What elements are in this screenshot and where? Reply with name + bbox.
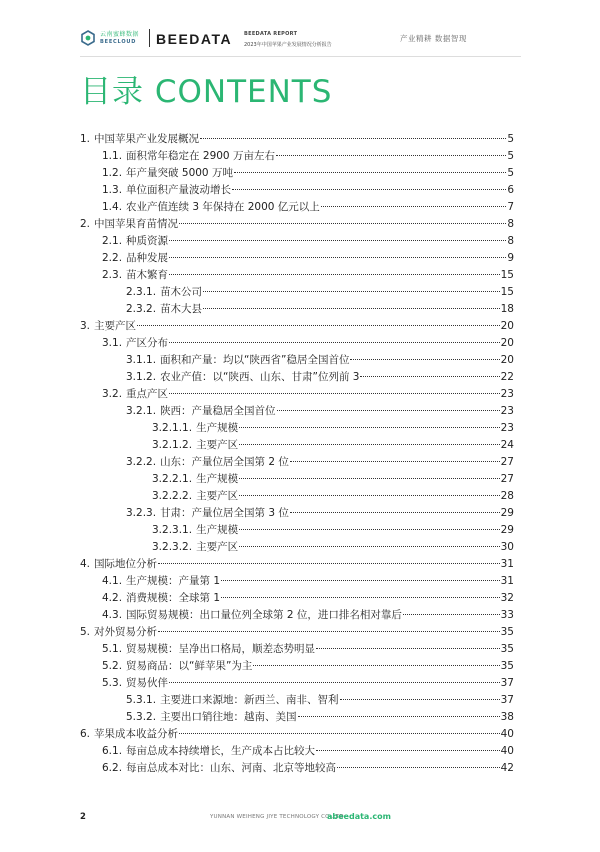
toc-entry-page: 35 <box>500 643 514 655</box>
toc-entry-title: 国际贸易规模：出口量位列全球第 2 位，进口排名相对靠后 <box>126 609 402 621</box>
toc-entry-page: 27 <box>500 473 514 485</box>
toc-entry-title: 主要产区 <box>196 490 239 502</box>
toc-entry-number: 2. <box>80 218 91 230</box>
toc-dot-leader <box>232 189 506 190</box>
footer-url[interactable]: abeedata.com <box>327 812 391 821</box>
toc-entry-page: 7 <box>507 201 514 213</box>
toc-entry-title: 山东：产量位居全国第 2 位 <box>160 456 289 468</box>
toc-entry-number: 6.2. <box>102 762 123 774</box>
toc-entry-number: 2.3.2. <box>126 303 157 315</box>
toc-dot-leader <box>337 767 500 768</box>
toc-dot-leader <box>169 393 500 394</box>
toc-entry-title: 中国苹果育苗情况 <box>94 218 179 230</box>
toc-entry[interactable] <box>80 573 514 590</box>
toc-entry-page: 23 <box>500 388 514 400</box>
toc-entry[interactable] <box>80 148 514 165</box>
toc-entry-page: 23 <box>500 405 514 417</box>
toc-entry-number: 3.2.3.2. <box>152 541 193 553</box>
toc-dot-leader <box>316 648 500 649</box>
toc-entry-page: 38 <box>500 711 514 723</box>
toc-entry-number: 3. <box>80 320 91 332</box>
toc-entry-page: 8 <box>507 218 514 230</box>
toc-entry-page: 22 <box>500 371 514 383</box>
toc-entry-page: 20 <box>500 320 514 332</box>
toc-entry-title: 陕西：产量稳居全国首位 <box>160 405 276 417</box>
toc-dot-leader <box>234 172 506 173</box>
toc-entry-number: 5.1. <box>102 643 123 655</box>
toc-entry-title: 苗木大县 <box>160 303 203 315</box>
toc-entry-number: 5. <box>80 626 91 638</box>
toc-entry[interactable] <box>80 335 514 352</box>
logo-cn-text: 云南蜜蜂数据 <box>100 30 140 38</box>
toc-entry-page: 37 <box>500 677 514 689</box>
toc-entry-title: 主要产区 <box>196 439 239 451</box>
toc-entry-number: 3.2.3.1. <box>152 524 193 536</box>
toc-dot-leader <box>298 716 500 717</box>
toc-entry-page: 28 <box>500 490 514 502</box>
report-label: BEEDATA REPORT <box>244 31 298 37</box>
toc-entry-title: 苹果成本收益分析 <box>94 728 179 740</box>
toc-entry-page: 15 <box>500 269 514 281</box>
toc-entry-page: 5 <box>507 150 514 162</box>
toc-entry[interactable] <box>80 165 514 182</box>
toc-entry-number: 1.1. <box>102 150 123 162</box>
toc-entry-number: 4. <box>80 558 91 570</box>
toc-entry-title: 生产规模 <box>196 473 239 485</box>
toc-dot-leader <box>239 495 500 496</box>
toc-dot-leader <box>276 155 506 156</box>
toc-entry-number: 3.2.2.1. <box>152 473 193 485</box>
toc-entry[interactable] <box>80 641 514 658</box>
toc-entry-page: 40 <box>500 728 514 740</box>
toc-entry-number: 4.2. <box>102 592 123 604</box>
toc-entry[interactable] <box>80 369 514 386</box>
toc-dot-leader <box>239 478 500 479</box>
toc-entry[interactable] <box>80 131 514 148</box>
toc-entry-number: 2.3.1. <box>126 286 157 298</box>
toc-dot-leader <box>321 206 507 207</box>
toc-entry-title: 农业产值连续 3 年保持在 2000 亿元以上 <box>126 201 320 213</box>
toc-dot-leader <box>239 427 500 428</box>
toc-entry-number: 1.4. <box>102 201 123 213</box>
toc-entry[interactable] <box>80 420 514 437</box>
toc-entry-title: 苗木公司 <box>160 286 203 298</box>
toc-dot-leader <box>200 138 506 139</box>
toc-entry-number: 5.3.2. <box>126 711 157 723</box>
toc-entry[interactable] <box>80 590 514 607</box>
toc-entry-number: 3.2.2. <box>126 456 157 468</box>
toc-entry[interactable] <box>80 250 514 267</box>
toc-entry-title: 贸易商品：以“鲜苹果”为主 <box>126 660 253 672</box>
logo-en-text: BEECLOUD <box>100 38 137 45</box>
toc-dot-leader <box>277 410 500 411</box>
toc-entry[interactable] <box>80 403 514 420</box>
toc-entry-number: 3.1.1. <box>126 354 157 366</box>
toc-entry[interactable] <box>80 607 514 624</box>
toc-entry-title: 农业产值：以“陕西、山东、甘肃”位列前 3 <box>160 371 360 383</box>
toc-entry-page: 8 <box>507 235 514 247</box>
toc-entry-title: 中国苹果产业发展概况 <box>94 133 200 145</box>
toc-dot-leader <box>350 359 499 360</box>
toc-dot-leader <box>179 223 506 224</box>
toc-entry-page: 9 <box>507 252 514 264</box>
toc-entry-page: 20 <box>500 337 514 349</box>
toc-entry-page: 6 <box>507 184 514 196</box>
toc-entry-title: 种质资源 <box>126 235 169 247</box>
toc-entry[interactable] <box>80 199 514 216</box>
toc-entry-title: 面积和产量：均以“陕西省”稳居全国首位 <box>160 354 350 366</box>
toc-entry-number: 5.3. <box>102 677 123 689</box>
toc-entry-page: 5 <box>507 167 514 179</box>
hexagon-logo-icon <box>80 30 96 46</box>
toc-dot-leader <box>239 444 500 445</box>
toc-entry-page: 35 <box>500 660 514 672</box>
toc-entry[interactable] <box>80 675 514 692</box>
toc-entry-page: 29 <box>500 524 514 536</box>
toc-entry-page: 20 <box>500 354 514 366</box>
toc-entry[interactable] <box>80 726 514 743</box>
toc-entry[interactable] <box>80 437 514 454</box>
toc-entry[interactable] <box>80 216 514 233</box>
toc-entry-number: 3.2. <box>102 388 123 400</box>
footer-page-number: 2 <box>80 812 86 822</box>
toc-entry[interactable] <box>80 743 514 760</box>
toc-entry-number: 3.2.1. <box>126 405 157 417</box>
toc-dot-leader <box>169 240 506 241</box>
toc-entry-title: 对外贸易分析 <box>94 626 158 638</box>
toc-dot-leader <box>137 325 500 326</box>
toc-entry-title: 主要出口销往地：越南、美国 <box>160 711 297 723</box>
toc-entry-number: 5.2. <box>102 660 123 672</box>
toc-entry-title: 品种发展 <box>126 252 169 264</box>
toc-entry-number: 2.2. <box>102 252 123 264</box>
toc-dot-leader <box>239 546 500 547</box>
toc-entry[interactable] <box>80 301 514 318</box>
toc-entry-page: 31 <box>500 558 514 570</box>
toc-entry-title: 每亩总成本对比：山东、河南、北京等地较高 <box>126 762 337 774</box>
toc-entry-page: 27 <box>500 456 514 468</box>
toc-entry-page: 31 <box>500 575 514 587</box>
toc-entry[interactable] <box>80 709 514 726</box>
toc-entry[interactable] <box>80 284 514 301</box>
toc-entry-title: 主要产区 <box>196 541 239 553</box>
toc-entry-page: 35 <box>500 626 514 638</box>
toc-entry-page: 29 <box>500 507 514 519</box>
toc-entry-title: 单位面积产量波动增长 <box>126 184 232 196</box>
toc-dot-leader <box>360 376 499 377</box>
toc-entry-title: 生产规模 <box>196 524 239 536</box>
toc-entry-title: 生产规模：产量第 1 <box>126 575 221 587</box>
toc-entry-page: 32 <box>500 592 514 604</box>
toc-entry-title: 甘肃：产量位居全国第 3 位 <box>160 507 289 519</box>
toc-dot-leader <box>158 631 500 632</box>
toc-entry-page: 30 <box>500 541 514 553</box>
toc-dot-leader <box>253 665 499 666</box>
toc-entry-title: 生产规模 <box>196 422 239 434</box>
toc-dot-leader <box>290 512 500 513</box>
toc-entry-number: 4.1. <box>102 575 123 587</box>
toc-entry[interactable] <box>80 267 514 284</box>
report-subtitle: 2023年中国苹果产业发展情况分析报告 <box>244 42 332 48</box>
header-divider <box>80 56 521 57</box>
toc-dot-leader <box>340 699 500 700</box>
toc-entry-page: 18 <box>500 303 514 315</box>
toc-dot-leader <box>221 580 500 581</box>
toc-entry[interactable] <box>80 760 514 777</box>
toc-entry-title: 贸易伙伴 <box>126 677 169 689</box>
toc-entry[interactable] <box>80 182 514 199</box>
toc-entry-title: 主要进口来源地：新西兰、南非、智利 <box>160 694 339 706</box>
toc-entry-title: 苗木繁育 <box>126 269 169 281</box>
toc-entry-number: 1.3. <box>102 184 123 196</box>
toc-entry-number: 3.2.2.2. <box>152 490 193 502</box>
toc-entry-number: 3.2.1.2. <box>152 439 193 451</box>
toc-entry[interactable] <box>80 522 514 539</box>
toc-entry[interactable] <box>80 505 514 522</box>
company-logo <box>80 30 139 46</box>
toc-entry-page: 23 <box>500 422 514 434</box>
toc-entry-number: 1.2. <box>102 167 123 179</box>
toc-dot-leader <box>203 308 500 309</box>
toc-entry-page: 15 <box>500 286 514 298</box>
toc-entry-number: 6. <box>80 728 91 740</box>
footer-company: YUNNAN WEIHENG JIYE TECHNOLOGY CO.,LTD. <box>210 814 346 820</box>
toc-dot-leader <box>403 614 500 615</box>
header-tagline: 产业精耕 数据智现 <box>400 34 467 43</box>
toc-dot-leader <box>169 342 500 343</box>
toc-entry[interactable] <box>80 386 514 403</box>
toc-dot-leader <box>290 461 500 462</box>
toc-dot-leader <box>169 682 500 683</box>
toc-entry-title: 年产量突破 5000 万吨 <box>126 167 233 179</box>
toc-entry[interactable] <box>80 352 514 369</box>
toc-dot-leader <box>158 563 500 564</box>
toc-dot-leader <box>316 750 500 751</box>
toc-entry-page: 33 <box>500 609 514 621</box>
toc-entry-title: 消费规模：全球第 1 <box>126 592 221 604</box>
logo-divider <box>149 29 150 47</box>
toc-entry-number: 1. <box>80 133 91 145</box>
toc-entry-number: 5.3.1. <box>126 694 157 706</box>
toc-entry-number: 3.1. <box>102 337 123 349</box>
brand-name: BEEDATA <box>156 31 233 47</box>
toc-entry-title: 每亩总成本持续增长，生产成本占比较大 <box>126 745 316 757</box>
toc-entry-title: 面积常年稳定在 2900 万亩左右 <box>126 150 275 162</box>
toc-dot-leader <box>169 257 506 258</box>
toc-entry-title: 产区分布 <box>126 337 169 349</box>
toc-entry-number: 3.2.1.1. <box>152 422 193 434</box>
toc-entry[interactable] <box>80 556 514 573</box>
toc-entry-page: 24 <box>500 439 514 451</box>
page-header <box>0 0 600 62</box>
toc-entry-title: 国际地位分析 <box>94 558 158 570</box>
toc-dot-leader <box>239 529 500 530</box>
toc-entry[interactable] <box>80 471 514 488</box>
toc-entry-number: 6.1. <box>102 745 123 757</box>
toc-dot-leader <box>203 291 500 292</box>
toc-entry[interactable] <box>80 318 514 335</box>
toc-entry[interactable] <box>80 488 514 505</box>
page-title: 目录 CONTENTS <box>80 74 333 110</box>
toc-entry[interactable] <box>80 539 514 556</box>
toc-entry-title: 主要产区 <box>94 320 137 332</box>
toc-dot-leader <box>169 274 500 275</box>
toc-entry-title: 重点产区 <box>126 388 169 400</box>
toc-entry-number: 3.1.2. <box>126 371 157 383</box>
toc-dot-leader <box>179 733 500 734</box>
toc-entry-number: 2.3. <box>102 269 123 281</box>
toc-entry-number: 3.2.3. <box>126 507 157 519</box>
toc-entry[interactable] <box>80 658 514 675</box>
toc-entry-number: 4.3. <box>102 609 123 621</box>
toc-entry-number: 2.1. <box>102 235 123 247</box>
toc-entry[interactable] <box>80 454 514 471</box>
toc-entry-title: 贸易规模：呈净出口格局，顺差态势明显 <box>126 643 316 655</box>
table-of-contents <box>80 131 514 777</box>
toc-entry-page: 37 <box>500 694 514 706</box>
toc-entry-page: 42 <box>500 762 514 774</box>
toc-entry[interactable] <box>80 233 514 250</box>
toc-dot-leader <box>221 597 500 598</box>
toc-entry[interactable] <box>80 624 514 641</box>
toc-entry-page: 40 <box>500 745 514 757</box>
toc-entry-page: 5 <box>507 133 514 145</box>
toc-entry[interactable] <box>80 692 514 709</box>
